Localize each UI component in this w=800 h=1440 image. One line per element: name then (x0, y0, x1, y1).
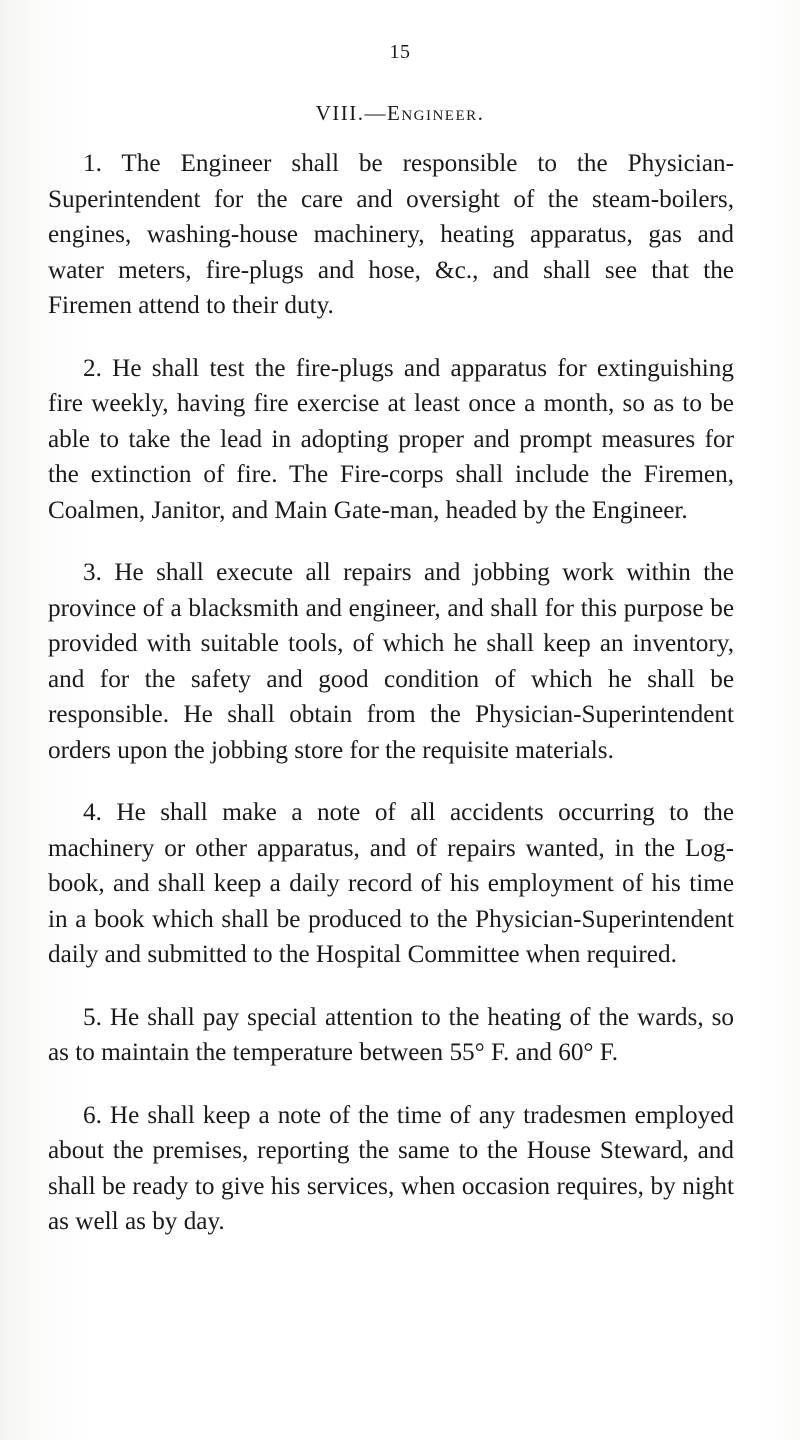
paragraph-1: 1. The Engineer shall be responsible to the Physician-Superintendent for the care and oversight of the steam-boilers, engines, washing-house machinery, heating apparatus, gas and water meters, fire-plugs and hose, &c., and shall see that the Firemen attend to their duty. (48, 150, 734, 319)
paragraph-4: 4. He shall make a note of all accidents occurring to the machinery or other apparatus, and of repairs wanted, in the Log-book, and shall keep a daily record of his employment of his time in a book which shall be produced to the Physician-Superintendent daily and submitted to the Hospital Committee when required. (48, 799, 734, 968)
paragraph-2: 2. He shall test the fire-plugs and apparatus for extinguishing fire weekly, having fire exercise at least once a month, so as to be able to take the lead in adopting proper and prompt measures for the extinction of fire. The Fire-corps shall include the Firemen, Coalmen, Janitor, and Main Gate-man, headed by the Engineer. (48, 354, 734, 524)
paragraph-3: 3. He shall execute all repairs and jobbing work within the province of a blacksmith and engineer, and shall for this purpose be provided with suitable tools, of which he shall keep an inventory, and for the safety and good condition of which he shall be responsible. He shall obtain from the Physician-Superintendent orders upon the jobbing store for the requisite materials. (48, 559, 734, 764)
section-heading: VIII.—Engineer. (315, 101, 485, 125)
paragraph-5: 5. He shall pay special attention to the heating of the wards, so as to maintain the temperature between 55° F. and 60° F. (48, 1003, 734, 1066)
body-text (48, 146, 734, 1240)
paragraph-6: 6. He shall keep a note of the time of any tradesmen employed about the premises, reporting the same to the House Steward, and shall be ready to give his services, when occasion requires, by night as well as by day. (48, 1101, 734, 1235)
page-number: 15 (389, 41, 411, 63)
